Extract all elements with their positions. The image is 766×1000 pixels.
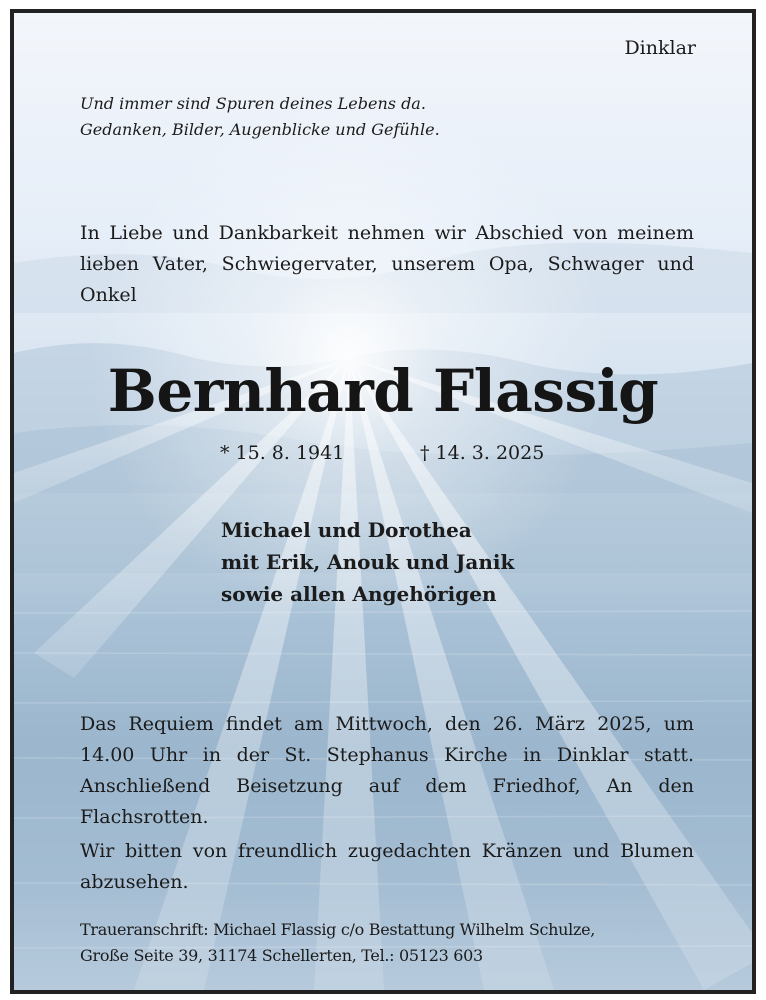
motto-verse xyxy=(80,91,700,143)
mourner-line: Michael und Dorothea xyxy=(221,518,472,542)
service-info: Das Requiem findet am Mittwoch, den 26. März 2025, um 14.00 Uhr in der St. Stephanus Kirche in Dinklar statt. Anschließend Beisetzung auf dem Friedhof, An den Flachsrotten. xyxy=(80,713,694,828)
notice-content xyxy=(14,13,752,990)
mourner-line: sowie allen Angehörigen xyxy=(221,582,497,606)
birth-date: * 15. 8. 1941 xyxy=(220,442,345,464)
mourner-line: mit Erik, Anouk und Janik xyxy=(221,550,515,574)
address-line: Traueranschrift: Michael Flassig c/o Bestattung Wilhelm Schulze, xyxy=(80,920,596,939)
mourners xyxy=(221,514,514,610)
obituary-notice xyxy=(10,9,756,994)
address-line: Große Seite 39, 31174 Schellerten, Tel.: 05123 603 xyxy=(80,946,483,965)
deceased-name: Bernhard Flassig xyxy=(107,357,659,425)
intro-text: In Liebe und Dankbarkeit nehmen wir Abschied von meinem lieben Vater, Schwiegervater, unserem Opa, Schwager und Onkel xyxy=(80,222,694,306)
motto-line: Gedanken, Bilder, Augenblicke und Gefühle. xyxy=(80,120,440,139)
place-name: Dinklar xyxy=(624,37,696,59)
death-date: † 14. 3. 2025 xyxy=(420,442,545,464)
flowers-request: Wir bitten von freundlich zugedachten Kränzen und Blumen abzusehen. xyxy=(80,840,694,893)
motto-line: Und immer sind Spuren deines Lebens da. xyxy=(80,94,426,113)
mourning-address xyxy=(80,917,700,969)
